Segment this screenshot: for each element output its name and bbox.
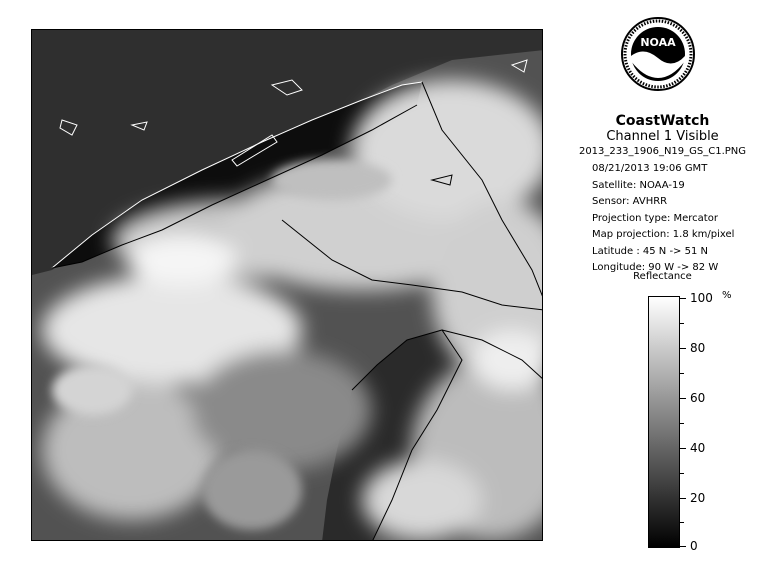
colorbar-label-0: 0 <box>690 539 698 553</box>
noaa-logo-text: NOAA <box>640 36 676 49</box>
legend-title: Reflectance <box>633 271 692 282</box>
colorbar-label-100: 100 <box>690 291 713 305</box>
colorbar-tick <box>680 448 686 449</box>
colorbar-label-40: 40 <box>690 441 706 455</box>
colorbar-label-80: 80 <box>690 341 706 355</box>
satellite-image-svg <box>32 30 543 541</box>
satellite-image <box>31 29 543 541</box>
legend-unit: % <box>722 290 732 301</box>
brand-title: CoastWatch <box>615 113 710 129</box>
sensor-label: Sensor: AVHRR <box>592 196 668 207</box>
reflectance-colorbar <box>648 296 680 548</box>
latitude-label: Latitude : 45 N -> 51 N <box>592 246 708 257</box>
map-projection-label: Map projection: 1.8 km/pixel <box>592 229 735 240</box>
colorbar-minor-tick <box>680 473 684 474</box>
colorbar-tick <box>680 298 686 299</box>
datetime-label: 08/21/2013 19:06 GMT <box>592 163 708 174</box>
colorbar-tick <box>680 498 686 499</box>
channel-label: Channel 1 Visible <box>606 129 719 144</box>
projection-type-label: Projection type: Mercator <box>592 213 718 224</box>
colorbar-label-20: 20 <box>690 491 706 505</box>
colorbar-tick <box>680 546 686 547</box>
colorbar-minor-tick <box>680 323 684 324</box>
colorbar-label-60: 60 <box>690 391 706 405</box>
colorbar-tick <box>680 348 686 349</box>
colorbar-minor-tick <box>680 423 684 424</box>
colorbar-tick <box>680 398 686 399</box>
satellite-label: Satellite: NOAA-19 <box>592 180 685 191</box>
longitude-label: Longitude: 90 W -> 82 W <box>592 262 719 273</box>
colorbar-minor-tick <box>680 522 684 523</box>
file-name: 2013_233_1906_N19_GS_C1.PNG <box>578 146 747 157</box>
noaa-logo <box>620 16 696 92</box>
colorbar-minor-tick <box>680 373 684 374</box>
